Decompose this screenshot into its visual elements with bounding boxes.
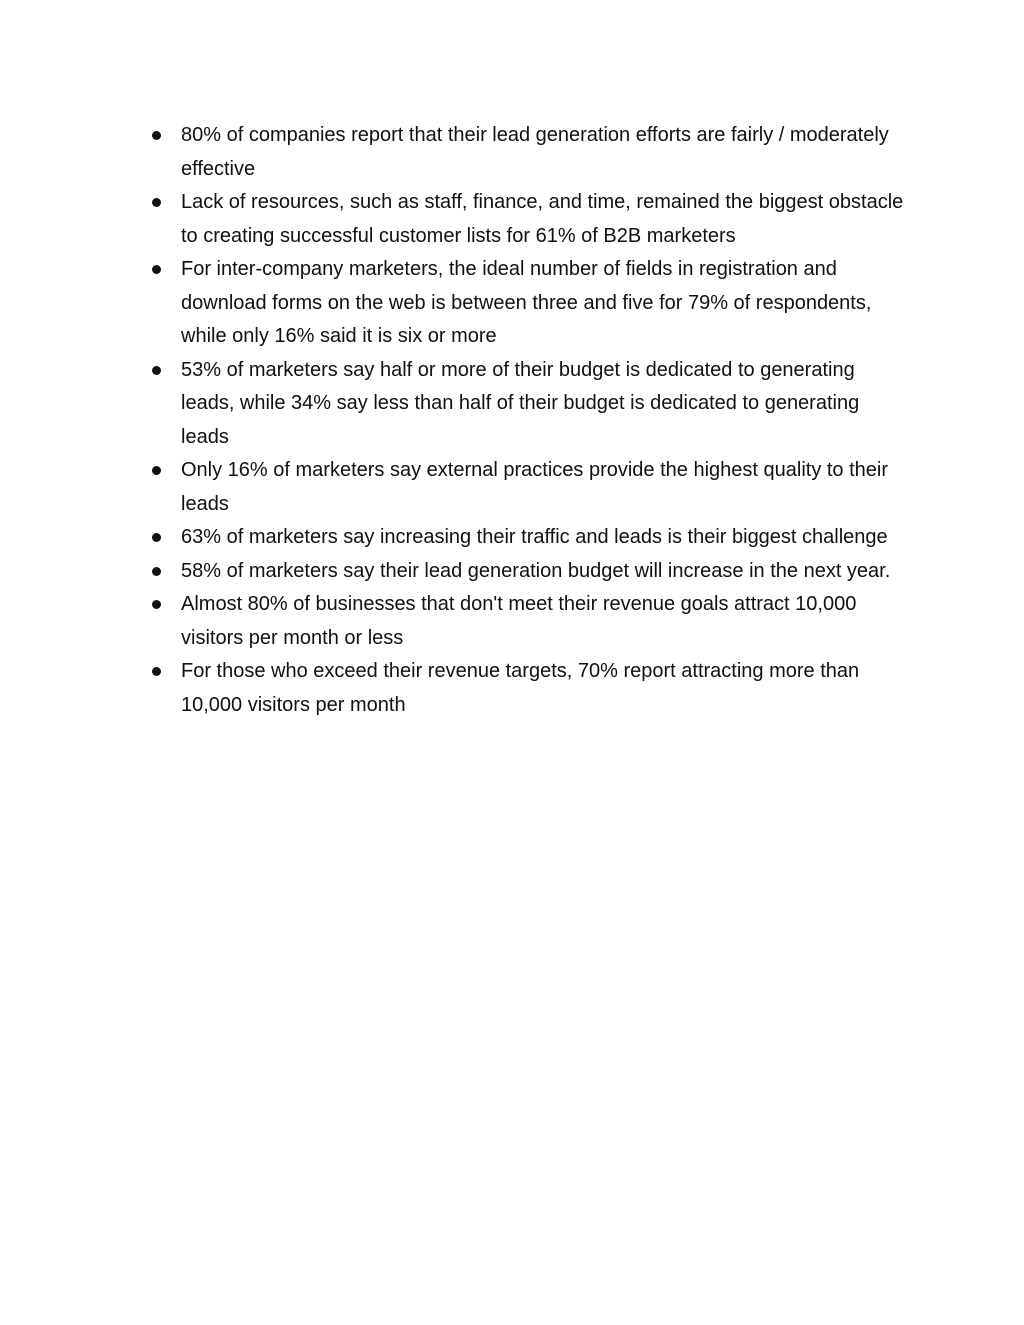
bullet-icon <box>152 600 161 609</box>
bullet-icon <box>152 198 161 207</box>
bullet-text: 63% of marketers say increasing their traffic and leads is their biggest challenge <box>181 526 888 548</box>
list-item <box>148 454 908 521</box>
bullet-text: For inter-company marketers, the ideal number of fields in registration and download forms on the web is between three and five for 79% of respondents, while only 16% said it is six or more <box>181 258 872 347</box>
list-item <box>148 354 908 455</box>
bullet-text: Almost 80% of businesses that don't meet their revenue goals attract 10,000 visitors per month or less <box>181 593 857 649</box>
bullet-icon <box>152 533 161 542</box>
list-item <box>148 588 908 655</box>
list-item <box>148 186 908 253</box>
bullet-text: 53% of marketers say half or more of their budget is dedicated to generating leads, while 34% say less than half of their budget is dedicated to generating leads <box>181 358 860 448</box>
list-item <box>148 655 908 722</box>
bullet-text: 80% of companies report that their lead generation efforts are fairly / moderately effective <box>181 124 889 180</box>
bullet-icon <box>152 567 161 576</box>
bullet-icon <box>152 265 161 274</box>
bullet-icon <box>152 366 161 375</box>
bullet-text: Only 16% of marketers say external practices provide the highest quality to their leads <box>181 459 889 515</box>
bullet-icon <box>152 466 161 475</box>
bullet-text: 58% of marketers say their lead generation budget will increase in the next year. <box>181 559 891 582</box>
bullet-icon <box>152 667 161 676</box>
bullet-text: For those who exceed their revenue targets, 70% report attracting more than 10,000 visitors per month <box>181 660 860 716</box>
bullet-icon <box>152 131 161 140</box>
list-item <box>148 119 908 186</box>
list-item <box>148 555 908 589</box>
bullet-text: Lack of resources, such as staff, finance, and time, remained the biggest obstacle to creating successful customer lists for 61% of B2B marketers <box>181 191 904 247</box>
list-item <box>148 521 908 555</box>
bullet-list <box>148 119 908 722</box>
list-item <box>148 253 908 354</box>
